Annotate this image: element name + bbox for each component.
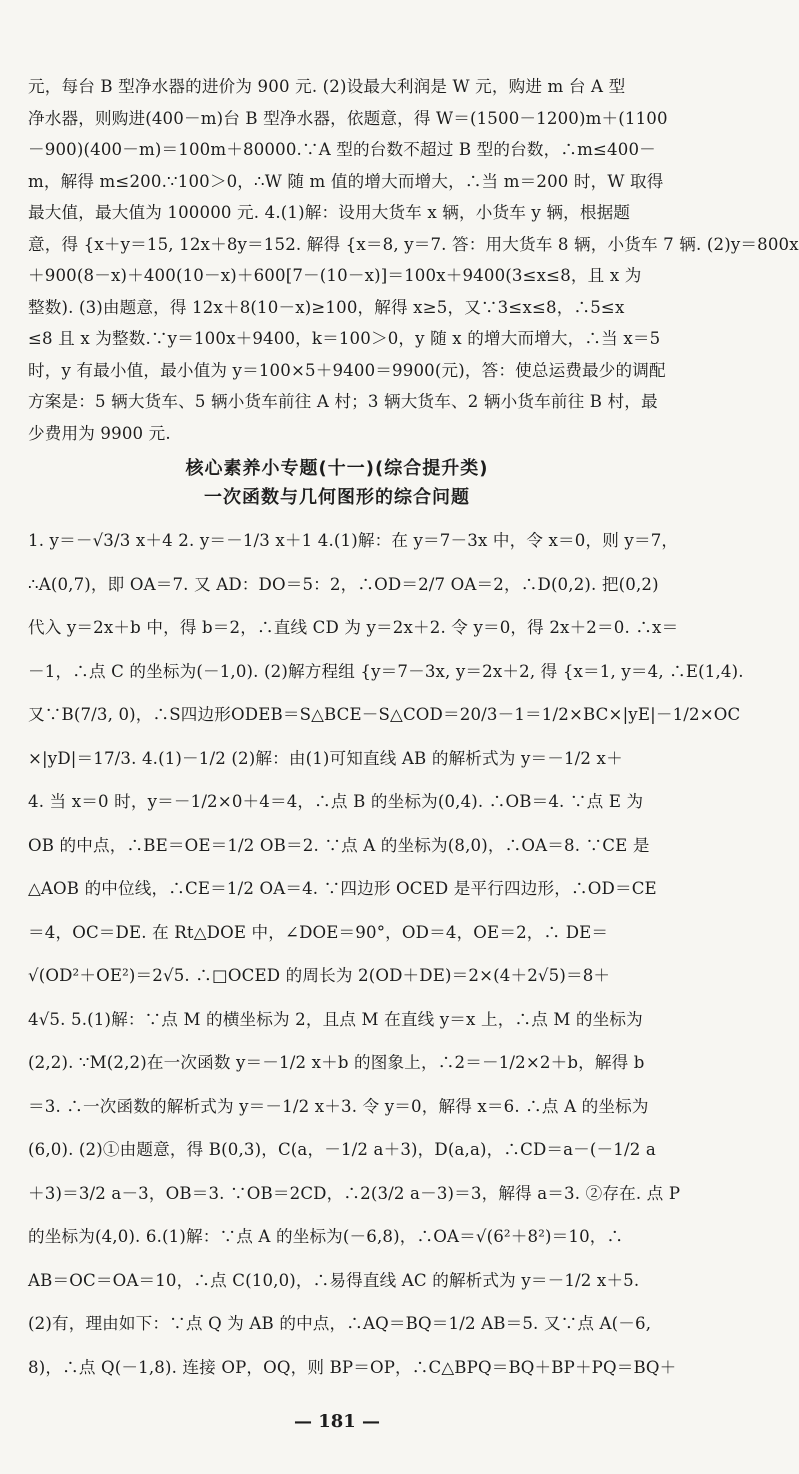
text-line: 净水器，则购进(400－m)台 B 型净水器，依题意，得 W＝(1500－1200)m＋(1100 bbox=[28, 108, 668, 128]
text-line: 方案是：5 辆大货车、5 辆小货车前往 A 村；3 辆大货车、2 辆小货车前往 B 村，最 bbox=[28, 392, 658, 411]
text-line: m，解得 m≤200.∵100＞0，∴W 随 m 值的增大而增大，∴当 m＝200 时，W 取得 bbox=[28, 171, 664, 191]
text-line: 元，每台 B 型净水器的进价为 900 元. (2)设最大利润是 W 元，购进 m 台 A 型 bbox=[28, 77, 626, 96]
text-line: －1，∴点 C 的坐标为(－1,0). (2)解方程组 {y＝7－3x, y＝2x＋2, 得 {x＝1, y＝4, ∴E(1,4). bbox=[28, 661, 744, 681]
text-line: ＝3. ∴一次函数的解析式为 y＝－1/2 x＋3. 令 y＝0，解得 x＝6. ∴点 A 的坐标为 bbox=[28, 1096, 649, 1116]
section-heading: 核心素养小专题(十一)(综合提升类) bbox=[185, 458, 489, 479]
text-line: (6,0). (2)①由题意，得 B(0,3)，C(a，－1/2 a＋3)，D(a,a)，∴CD＝a－(－1/2 a bbox=[28, 1140, 656, 1159]
text-line: 代入 y＝2x＋b 中，得 b＝2，∴直线 CD 为 y＝2x＋2. 令 y＝0，得 2x＋2＝0. ∴x＝ bbox=[28, 618, 679, 637]
text-line: 4√5. 5.(1)解：∵点 M 的横坐标为 2，且点 M 在直线 y＝x 上，∴点 M 的坐标为 bbox=[28, 1009, 643, 1029]
section-subheading: 一次函数与几何图形的综合问题 bbox=[204, 487, 470, 508]
text-line: 意，得 {x＋y＝15, 12x＋8y＝152. 解得 {x＝8, y＝7. 答：用大货车 8 辆，小货车 7 辆. (2)y＝800x bbox=[28, 234, 799, 254]
text-line: 8)，∴点 Q(－1,8). 连接 OP，OQ，则 BP＝OP，∴C△BPQ＝BQ＋BP＋PQ＝BQ＋ bbox=[28, 1357, 677, 1377]
text-line: AB＝OC＝OA＝10，∴点 C(10,0)，∴易得直线 AC 的解析式为 y＝－1/2 x＋5. bbox=[28, 1270, 640, 1290]
text-line: ＋900(8－x)＋400(10－x)＋600[7－(10－x)]＝100x＋9400(3≤x≤8，且 x 为 bbox=[28, 266, 642, 285]
text-line: OB 的中点，∴BE＝OE＝1/2 OB＝2. ∵点 A 的坐标为(8,0)，∴OA＝8. ∵CE 是 bbox=[28, 835, 650, 855]
page-number: — 181 — bbox=[293, 1411, 381, 1432]
text-line: 最大值，最大值为 100000 元. 4.(1)解：设用大货车 x 辆，小货车 y 辆，根据题 bbox=[28, 203, 631, 222]
text-line: ≤8 且 x 为整数.∵y＝100x＋9400，k＝100＞0，y 随 x 的增大而增大，∴当 x＝5 bbox=[28, 329, 661, 348]
text-line: 4. 当 x＝0 时，y＝－1/2×0＋4＝4，∴点 B 的坐标为(0,4). ∴OB＝4. ∵点 E 为 bbox=[28, 792, 644, 811]
text-line: 1. y＝－√3/3 x＋4 2. y＝－1/3 x＋1 4.(1)解：在 y＝7－3x 中，令 x＝0，则 y＝7， bbox=[28, 531, 679, 550]
text-line: 整数). (3)由题意，得 12x＋8(10－x)≥100，解得 x≥5，又∵3≤x≤8，∴5≤x bbox=[28, 297, 625, 317]
text-line: 时，y 有最小值，最小值为 y＝100×5＋9400＝9900(元)，答：使总运费最少的调配 bbox=[28, 360, 666, 380]
text-line: －900)(400－m)＝100m＋80000.∵A 型的台数不超过 B 型的台数，∴m≤400－ bbox=[28, 140, 656, 159]
text-line: (2)有，理由如下：∵点 Q 为 AB 的中点，∴AQ＝BQ＝1/2 AB＝5. 又∵点 A(－6, bbox=[28, 1314, 652, 1333]
text-line: ＝4，OC＝DE. 在 Rt△DOE 中，∠DOE＝90°，OD＝4，OE＝2，∴ DE＝ bbox=[28, 922, 609, 942]
text-line: △AOB 的中位线，∴CE＝1/2 OA＝4. ∵四边形 OCED 是平行四边形，∴OD＝CE bbox=[28, 879, 657, 898]
text-line: ∴A(0,7)，即 OA＝7. 又 AD：DO＝5：2，∴OD＝2/7 OA＝2，∴D(0,2). 把(0,2) bbox=[28, 574, 659, 594]
text-line: ＋3)＝3/2 a－3，OB＝3. ∵OB＝2CD，∴2(3/2 a－3)＝3，解得 a＝3. ②存在. 点 P bbox=[28, 1183, 681, 1203]
text-line: ×|yD|＝17/3. 4.(1)－1/2 (2)解：由(1)可知直线 AB 的解析式为 y＝－1/2 x＋ bbox=[28, 748, 623, 768]
text-line: 的坐标为(4,0). 6.(1)解：∵点 A 的坐标为(－6,8)，∴OA＝√(6²＋8²)＝10，∴ bbox=[28, 1227, 624, 1246]
text-line: 又∵B(7/3, 0)，∴S四边形ODEB＝S△BCE－S△COD＝20/3－1＝1/2×BC×|yE|－1/2×OC bbox=[28, 705, 741, 724]
text-line: √(OD²＋OE²)＝2√5. ∴□OCED 的周长为 2(OD＋DE)＝2×(4＋2√5)＝8＋ bbox=[28, 966, 611, 985]
text-line: 少费用为 9900 元. bbox=[28, 423, 171, 443]
text-line: (2,2). ∵M(2,2)在一次函数 y＝－1/2 x＋b 的图象上，∴2＝－1/2×2＋b，解得 b bbox=[28, 1053, 645, 1072]
